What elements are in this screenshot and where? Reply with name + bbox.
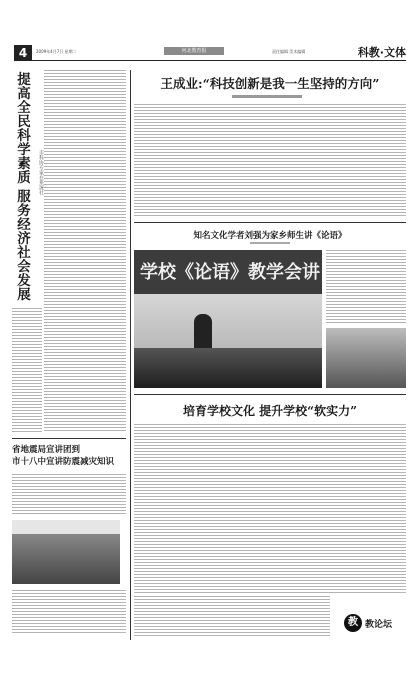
lead-article-byline — [232, 95, 302, 98]
audience-photo — [326, 328, 406, 388]
left-article-title: 提高全民科学素质 服务经济社会发展 — [14, 72, 30, 302]
column-divider — [130, 70, 131, 640]
divider — [134, 222, 406, 223]
culture-article-title: 培育学校文化 提升学校“软实力” — [183, 404, 357, 418]
page-number: 4 — [14, 45, 32, 61]
column-logo — [344, 612, 406, 634]
earthquake-title-line1: 省地震局宣讲团到 — [12, 445, 81, 455]
earthquake-article-intro — [12, 474, 126, 516]
culture-article-body — [134, 424, 406, 594]
column-logo-mark: 教 — [344, 614, 362, 632]
lecture-photo — [134, 250, 322, 388]
editor-credits: 责任编辑 美术编辑 — [272, 49, 306, 54]
section-title: 科教·文体 — [357, 46, 406, 59]
photo-article-body — [326, 250, 406, 324]
issue-date: 2009年4月7日 星期二 — [36, 49, 77, 54]
page-header — [14, 45, 406, 61]
photo-article-title: 知名文化学者刘强为家乡师生讲《论语》 — [193, 231, 347, 241]
divider — [12, 438, 126, 439]
earthquake-article-body — [12, 590, 126, 634]
culture-article-body-end — [134, 596, 330, 636]
photo-article-byline — [250, 242, 290, 244]
left-article-body-lower — [12, 308, 42, 432]
column-logo-name: 教论坛 — [365, 620, 393, 630]
audience — [134, 348, 322, 388]
lead-article-title: 王成业:“科技创新是我一生坚持的方向” — [160, 76, 380, 91]
masthead-logo: 河北教育报 — [164, 47, 224, 55]
divider — [134, 394, 406, 395]
lead-article-body — [134, 104, 406, 216]
students-photo — [12, 520, 120, 584]
earthquake-title-line2: 市十八中宣讲防震减灾知识 — [12, 457, 115, 467]
photo-banner-text: 学校《论语》教学会讲 — [140, 262, 320, 283]
left-article-subtitle: 市科协专家在系统社 — [38, 150, 44, 195]
left-article-body — [44, 70, 126, 432]
earthquake-article-title — [12, 444, 126, 468]
